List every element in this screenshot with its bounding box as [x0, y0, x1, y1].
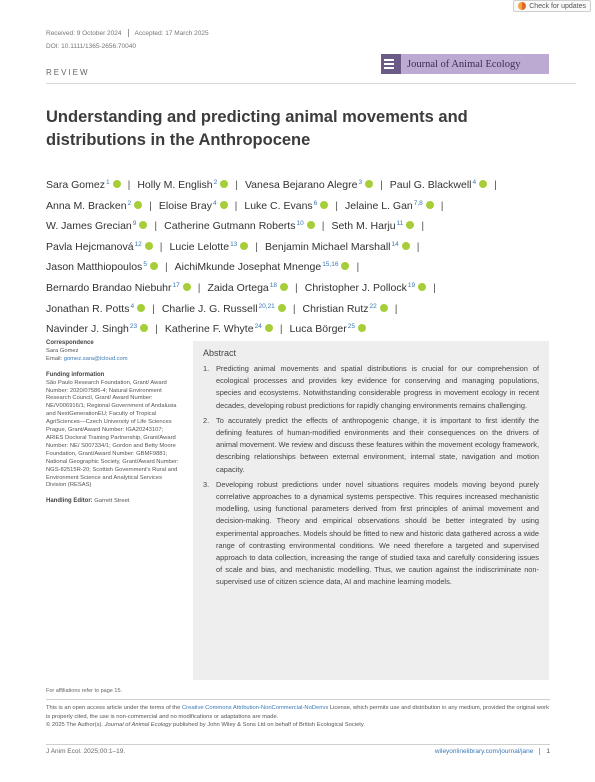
- author-affiliation-number[interactable]: 6: [313, 199, 318, 207]
- orcid-icon[interactable]: [150, 262, 158, 270]
- author-affiliation-number[interactable]: 22: [369, 302, 377, 310]
- author-list: [46, 174, 566, 339]
- author-name[interactable]: Holly M. English: [137, 179, 213, 191]
- orcid-icon[interactable]: [220, 180, 228, 188]
- correspondence-email-link[interactable]: gomez.sara@icloud.com: [63, 355, 128, 362]
- abstract-list: [203, 363, 539, 589]
- page-number: 1: [539, 748, 550, 755]
- author-line: [46, 318, 566, 339]
- author-name[interactable]: Christopher J. Pollock: [304, 281, 407, 294]
- author-name[interactable]: Luke C. Evans: [244, 199, 313, 212]
- abstract-item: [203, 363, 539, 412]
- author-separator: |: [279, 323, 283, 336]
- author-name[interactable]: Bernardo Brandao Niebuhr: [46, 281, 172, 294]
- abstract-heading: Abstract: [203, 348, 237, 358]
- author-affiliation-number[interactable]: 4: [472, 179, 477, 186]
- author-separator: |: [295, 281, 298, 294]
- author-separator: |: [416, 240, 420, 253]
- author-name[interactable]: AichiMkunde Josephat Mnenge: [174, 261, 322, 274]
- author-affiliation-number[interactable]: 15,16: [322, 261, 339, 269]
- author-name[interactable]: Anna M. Bracken: [46, 199, 127, 212]
- author-name[interactable]: Charlie J. G. Russell: [161, 302, 258, 315]
- copyright-post: published by John Wiley & Sons Ltd on behalf of British Ecological Society.: [171, 722, 365, 729]
- check-for-updates-button[interactable]: [513, 0, 591, 12]
- author-name[interactable]: Catherine Gutmann Roberts: [164, 220, 296, 233]
- author-name[interactable]: Benjamin Michael Marshall: [265, 240, 391, 253]
- copyright-pre: © 2025 The Author(s).: [46, 722, 105, 729]
- abstract-item: [203, 415, 539, 476]
- orcid-icon[interactable]: [134, 201, 142, 209]
- author-line: [46, 215, 566, 236]
- orcid-icon[interactable]: [418, 283, 426, 291]
- correspondence-email-row: [46, 356, 180, 364]
- author-name[interactable]: Seth M. Harju: [331, 220, 396, 233]
- journal-banner[interactable]: [381, 54, 549, 74]
- orcid-icon[interactable]: [479, 180, 487, 188]
- author-affiliation-number[interactable]: 2: [213, 179, 218, 186]
- author-affiliation-number[interactable]: 23: [129, 323, 138, 331]
- author-affiliation-number[interactable]: 14: [391, 240, 399, 248]
- author-name[interactable]: Christian Rutz: [302, 302, 369, 315]
- article-title: Understanding and predicting animal movements and distributions in the Anthropocene: [46, 108, 468, 149]
- author-separator: |: [154, 220, 158, 233]
- author-affiliation-number[interactable]: 24: [254, 323, 262, 331]
- author-line: [46, 174, 566, 195]
- correspondence-heading: Correspondence: [46, 340, 94, 346]
- footer-right: [435, 748, 550, 755]
- journal-url-link[interactable]: wileyonlinelibrary.com/journal/jane: [434, 748, 534, 755]
- author-affiliation-number[interactable]: 3: [358, 179, 363, 186]
- author-affiliation-number[interactable]: 4: [130, 302, 135, 310]
- author-line: [46, 277, 566, 298]
- author-separator: |: [356, 261, 360, 274]
- author-name[interactable]: Pavla Hejcmanová: [46, 240, 134, 253]
- license-link[interactable]: Creative Commons Attribution-NonCommercial-NoDerivs: [181, 705, 329, 711]
- author-affiliation-number[interactable]: 4: [213, 199, 217, 207]
- author-line: [46, 256, 566, 277]
- orcid-icon[interactable]: [220, 201, 228, 209]
- author-separator: |: [164, 261, 168, 274]
- author-separator: |: [380, 179, 383, 191]
- accepted-date: Accepted: 17 March 2025: [134, 29, 209, 37]
- author-name[interactable]: Jelaine L. Gan: [345, 199, 413, 212]
- funding-block: [46, 372, 180, 491]
- funding-text: São Paulo Research Foundation, Grant/ Award Number: 2020/07586-4; Natural Environment Research Council, Grant/ Award Number: NE/V006916/1; Regional Government of Andalusia and NextGenerationEU; Faculty of Tropical AgriSciences—Czech University of Life Sciences Prague, Grant/Award Number: IGA20243107; ARIES Doctoral Training Partnership, Grant/Award Number: NE/ S007334/1; Gordon and Betty Moore Foundation, Grant/Award Number: GBMF9881; National Geographic Society, Grant/Award Number: NGS-82515R-20; Scottish Government's Rural and Environment Science and Analytical Services Division (RESAS): [46, 379, 179, 489]
- author-name[interactable]: Eloise Bray: [158, 199, 213, 212]
- author-separator: |: [255, 240, 259, 253]
- author-name[interactable]: Sara Gomez: [46, 179, 105, 191]
- orcid-icon[interactable]: [380, 304, 388, 312]
- author-separator: |: [127, 179, 131, 191]
- author-line: [46, 298, 566, 319]
- license-text: [46, 704, 550, 730]
- orcid-icon[interactable]: [358, 324, 366, 332]
- author-name[interactable]: Jason Matthiopoulos: [46, 261, 143, 274]
- author-separator: |: [494, 179, 497, 191]
- author-affiliation-number[interactable]: 18: [269, 281, 277, 289]
- correspondence-block: [46, 340, 180, 364]
- author-name[interactable]: Navinder J. Singh: [46, 323, 129, 336]
- author-affiliation-number[interactable]: 19: [407, 281, 416, 289]
- author-separator: |: [152, 302, 155, 315]
- orcid-icon[interactable]: [406, 221, 414, 229]
- author-name[interactable]: Lucie Lelotte: [169, 240, 230, 253]
- author-affiliation-number[interactable]: 9: [132, 220, 137, 228]
- author-separator: |: [394, 302, 398, 315]
- author-line: [46, 195, 566, 216]
- orcid-icon[interactable]: [280, 283, 288, 291]
- author-separator: |: [155, 323, 158, 336]
- abstract-item-number: 2.: [203, 415, 210, 425]
- orcid-icon[interactable]: [365, 180, 373, 188]
- author-separator: |: [440, 199, 444, 212]
- abstract-item-text: To accurately predict the effects of anthropogenic change, it is important to first identify the defining features of human-modified environments and their consequences on the drivers of animal movement. We review and discuss these features within the movement ecology framework, describing relationships between external environment, internal state, navigation and motion capacity.: [216, 415, 539, 474]
- orcid-icon[interactable]: [113, 180, 121, 188]
- license-post: License, which permits use and distribution in any medium, provided the original work is properly cited, the use is non-commercial and no modifications or adaptations are made.: [46, 705, 549, 720]
- footer-divider: [46, 744, 550, 745]
- license-pre: This is an open access article under the terms of the: [46, 705, 182, 711]
- author-separator: |: [421, 220, 425, 233]
- handling-editor-block: [46, 498, 180, 506]
- author-separator: |: [197, 281, 201, 294]
- author-affiliation-number[interactable]: 7,8: [413, 199, 423, 207]
- abstract-item: [203, 479, 539, 589]
- author-affiliation-number[interactable]: 25: [347, 323, 355, 331]
- author-affiliation-number[interactable]: 5: [143, 261, 147, 269]
- author-name[interactable]: Paul G. Blackwell: [389, 179, 472, 191]
- author-separator: |: [234, 199, 238, 212]
- author-name[interactable]: Vanesa Bejarano Alegre: [244, 179, 358, 191]
- funding-heading: Funding information: [46, 371, 105, 378]
- affiliations-note: For affiliations refer to page 15.: [46, 688, 123, 694]
- author-separator: |: [433, 281, 436, 294]
- handling-editor-name: Garrett Street: [94, 498, 130, 505]
- bes-logo-icon: [381, 54, 401, 74]
- author-separator: |: [321, 220, 325, 233]
- journal-name: Journal of Animal Ecology: [407, 58, 521, 70]
- orcid-icon[interactable]: [307, 221, 315, 229]
- article-sidebar: [46, 340, 180, 514]
- license-divider: [46, 699, 550, 700]
- author-affiliation-number[interactable]: 11: [396, 220, 404, 228]
- orcid-icon[interactable]: [278, 304, 286, 312]
- crossmark-icon: [518, 2, 526, 10]
- orcid-icon[interactable]: [320, 201, 328, 209]
- author-affiliation-number[interactable]: 20,21: [258, 302, 275, 310]
- author-separator: |: [335, 199, 339, 212]
- author-name[interactable]: Zaida Ortega: [207, 281, 269, 294]
- author-separator: |: [159, 240, 163, 253]
- page-footer: [46, 748, 550, 755]
- orcid-icon[interactable]: [341, 262, 349, 270]
- author-separator: |: [292, 302, 296, 315]
- author-affiliation-number[interactable]: 10: [296, 220, 304, 228]
- author-name[interactable]: Jonathan R. Potts: [46, 302, 130, 315]
- abstract-box: [193, 341, 549, 680]
- orcid-icon[interactable]: [240, 242, 248, 250]
- article-type: REVIEW: [46, 68, 90, 77]
- author-affiliation-number[interactable]: 17: [172, 281, 180, 289]
- author-affiliation-number[interactable]: 1: [105, 179, 110, 186]
- author-line: [46, 236, 566, 257]
- orcid-icon[interactable]: [140, 324, 148, 332]
- abstract-item-number: 3.: [203, 479, 210, 489]
- author-affiliation-number[interactable]: 2: [127, 199, 132, 207]
- orcid-icon[interactable]: [145, 242, 153, 250]
- correspondence-name: Sara Gomez: [46, 347, 79, 354]
- orcid-icon[interactable]: [265, 324, 273, 332]
- author-name[interactable]: Luca Börger: [289, 323, 347, 336]
- author-name[interactable]: W. James Grecian: [46, 220, 132, 233]
- orcid-icon[interactable]: [426, 201, 434, 209]
- abstract-item-text: Predicting animal movements and spatial distributions is crucial for our comprehension of ecological processes and provides key evidence for conserving and managing populations, species and ecosystems. Notwithstanding considerable progress in movement ecology in recent decades, developing robust predictions for rapidly changing environments remains challenging.: [216, 364, 539, 410]
- date-separator: [128, 29, 129, 37]
- orcid-icon[interactable]: [139, 221, 147, 229]
- abstract-item-text: Developing robust predictions under novel situations requires models moving beyond purely correlative approaches to a dynamical systems perspective. This requires increased mechanistic modelling, using functional parameters derived from first principles of animal movement and decision-making. Theory and empirical observations should be better integrated by using experimental approaches. Models should be fitted to new and historic data gathered across a wide range of contrasting environmental conditions. We need therefore a targeted and supervised approach to data collection, increasing the range of studied taxa and carefully considering issues of scale and bias, and mechanistic modelling. Thus, we caution against the indiscriminate non-supervised use of citizen science data, AI and machine learning models.: [216, 479, 539, 587]
- doi-link[interactable]: DOI: 10.1111/1365-2656.70040: [46, 43, 136, 50]
- check-for-updates-label: Check for updates: [529, 2, 586, 10]
- article-dates: [46, 29, 209, 37]
- footer-citation: J Anim Ecol. 2025;00:1–19.: [46, 748, 126, 755]
- author-affiliation-number[interactable]: 13: [230, 240, 238, 248]
- received-date: Received: 9 October 2024: [46, 29, 122, 37]
- author-name[interactable]: Katherine F. Whyte: [164, 323, 254, 336]
- handling-editor-heading: Handling Editor:: [46, 498, 93, 505]
- abstract-item-number: 1.: [203, 364, 210, 373]
- orcid-icon[interactable]: [137, 304, 145, 312]
- email-label: Email:: [46, 355, 63, 362]
- orcid-icon[interactable]: [183, 283, 191, 291]
- author-separator: |: [235, 179, 238, 191]
- author-affiliation-number[interactable]: 12: [134, 240, 142, 248]
- author-separator: |: [149, 199, 152, 212]
- header-divider: [46, 83, 576, 84]
- orcid-icon[interactable]: [402, 242, 410, 250]
- copyright-journal: Journal of Animal Ecology: [104, 722, 172, 729]
